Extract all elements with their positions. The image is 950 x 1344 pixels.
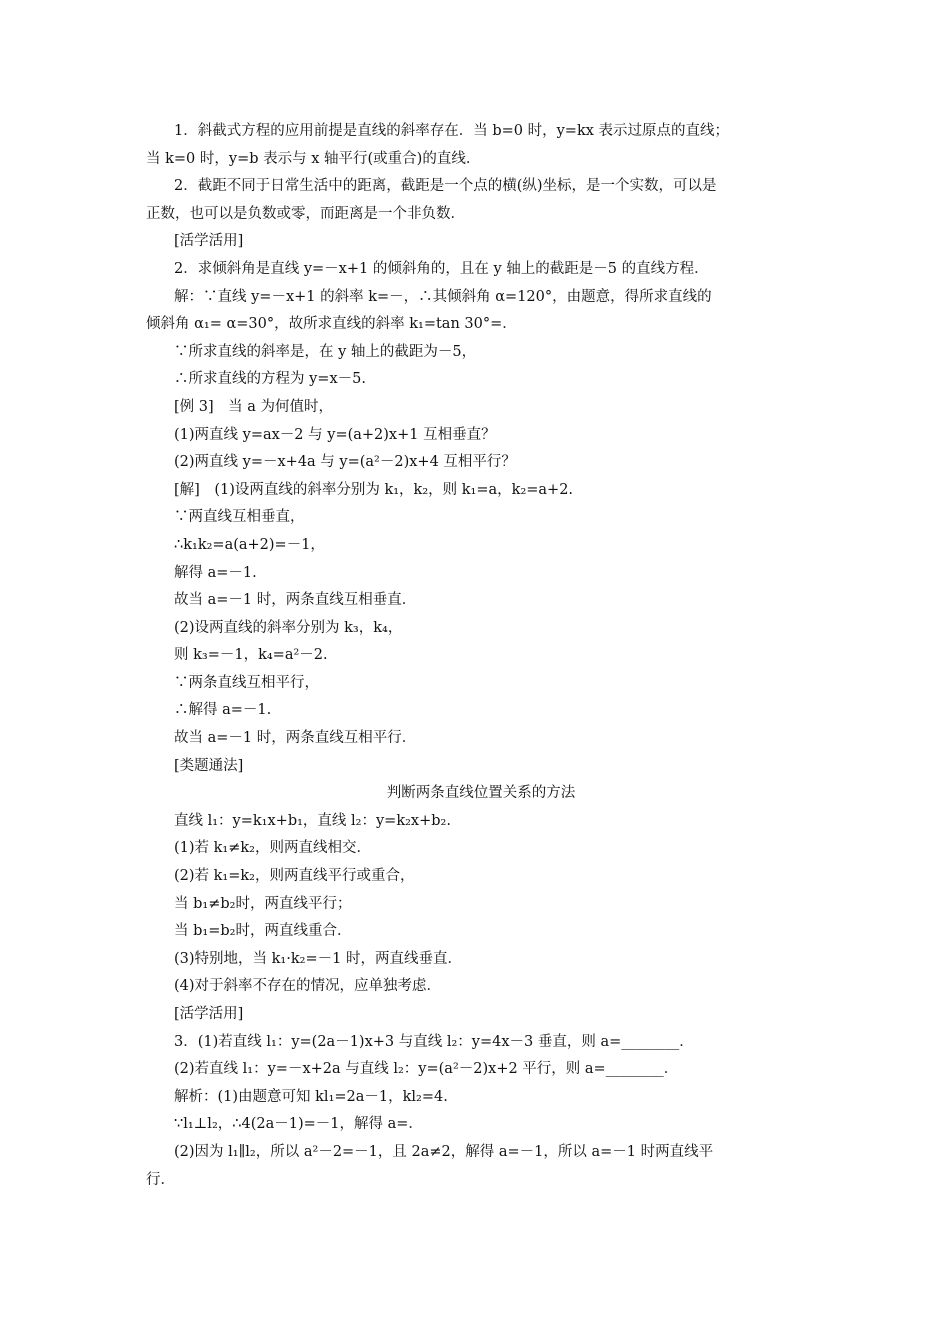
text-line: (2)若直线 l₁：y=－x+2a 与直线 l₂：y=(a²－2)x+2 平行，则 a=________． [174,1061,679,1078]
text-line: ∵l₁⊥l₂，∴4(2a－1)=－1，解得 a=． [174,1116,423,1133]
text-line: 则 k₃=－1，k₄=a²－2. [174,647,328,664]
text-line: 倾斜角 α₁= α=30°，故所求直线的斜率 k₁=tan 30°=． [146,316,517,333]
text-line: ∴k₁k₂=a(a+2)=－1， [174,536,325,553]
text-line: ∴所求直线的方程为 y=x－5. [174,371,366,388]
text-line: ∵所求直线的斜率是，在 y 轴上的截距为－5， [174,343,477,360]
text-line: (2)设两直线的斜率分别为 k₃，k₄， [174,619,403,636]
section-label: [活学活用] [174,1006,244,1022]
text-line: [解] (1)设两直线的斜率分别为 k₁，k₂，则 k₁=a，k₂=a+2. [174,481,574,498]
text-line: 故当 a=－1 时，两条直线互相垂直． [174,592,417,609]
text-line: 正数，也可以是负数或零，而距离是一个非负数． [146,205,465,222]
text-line: (1)若 k₁≠k₂，则两直线相交． [174,840,371,857]
text-line: 1．斜截式方程的应用前提是直线的斜率存在．当 b=0 时，y=kx 表示过原点的直线； [174,123,730,139]
text-line: 2．求倾斜角是直线 y=－x+1 的倾斜角的，且在 y 轴上的截距是－5 的直线方程． [174,260,709,277]
text-line: 解得 a=－1. [174,564,257,581]
text-line: (2)若 k₁=k₂，则两直线平行或重合， [174,868,415,885]
text-line: 直线 l₁：y=k₁x+b₁，直线 l₂：y=k₂x+b₂. [174,812,451,829]
document-page [146,118,816,1194]
text-line: ∵两直线互相垂直， [174,509,305,526]
text-line: 行． [146,1171,175,1188]
section-heading: 判断两条直线位置关系的方法 [386,785,576,802]
text-line: 解析：(1)由题意可知 kl₁=2a－1，kl₂=4. [174,1088,448,1105]
section-label: [活学活用] [174,233,244,250]
text-line: 故当 a=－1 时，两条直线互相平行． [174,730,417,747]
text-line: (1)两直线 y=ax－2 与 y=(a+2)x+1 互相垂直？ [174,426,496,443]
text-line: 3．(1)若直线 l₁：y=(2a－1)x+3 与直线 l₂：y=4x－3 垂直，则 a=________． [174,1033,694,1050]
section-label: [类题通法] [174,757,244,774]
text-line: 当 b₁=b₂时，两直线重合． [174,923,352,940]
text-line: 当 b₁≠b₂时，两直线平行； [174,895,352,912]
text-line: 解：∵直线 y=－x+1 的斜率 k=－，∴其倾斜角 α=120°，由题意，得所求直线的 [174,288,712,305]
text-line: 当 k=0 时，y=b 表示与 x 轴平行(或重合)的直线． [146,150,481,167]
text-line: (4)对于斜率不存在的情况，应单独考虑． [174,978,442,995]
text-line: (2)两直线 y=－x+4a 与 y=(a²－2)x+4 互相平行？ [174,454,516,471]
text-line: ∵两条直线互相平行， [174,674,319,691]
text-line: (2)因为 l₁∥l₂，所以 a²－2=－1，且 2a≠2，解得 a=－1，所以 a=－1 时两直线平 [174,1143,714,1160]
text-line: 2．截距不同于日常生活中的距离，截距是一个点的横(纵)坐标，是一个实数，可以是 [174,178,717,195]
example-label: [例 3] 当 a 为何值时， [174,398,334,415]
text-line: ∴解得 a=－1. [174,702,272,719]
text-line: (3)特别地，当 k₁·k₂=－1 时，两直线垂直． [174,950,462,967]
